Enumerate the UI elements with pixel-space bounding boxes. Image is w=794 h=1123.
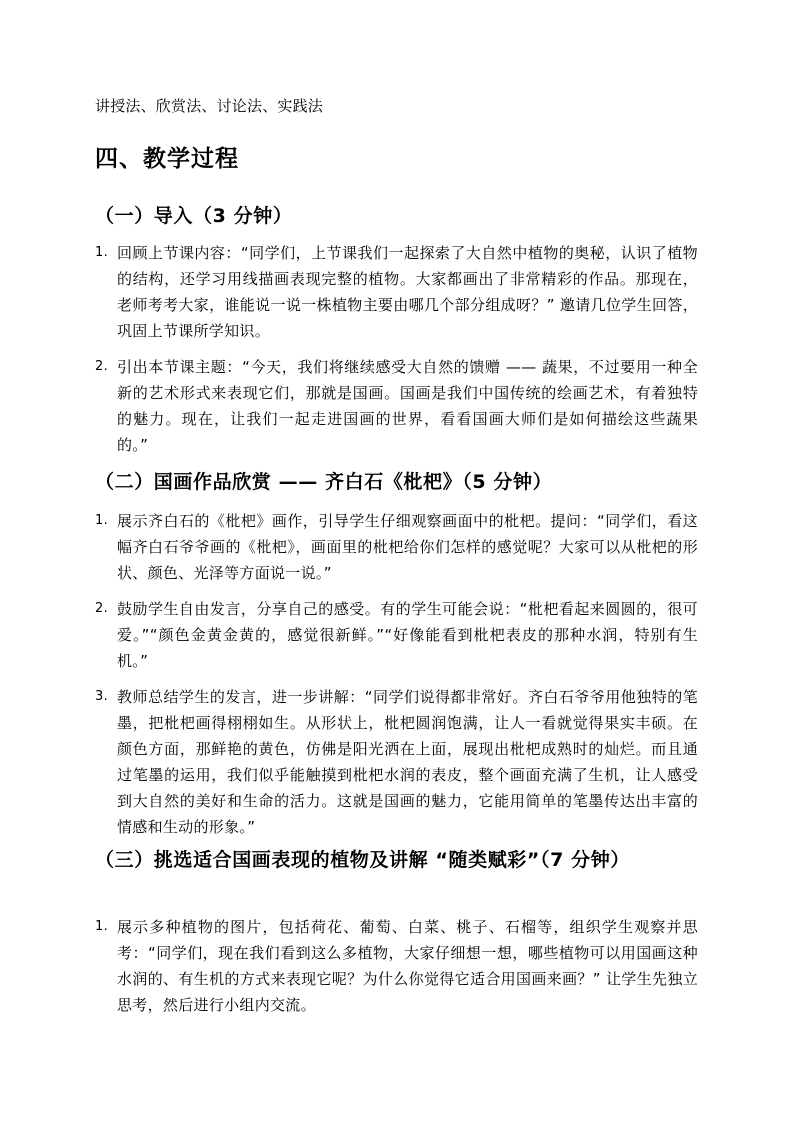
- list-item: [95, 354, 698, 458]
- list-item: [95, 508, 698, 586]
- list-item-text: 回顾上节课内容：“同学们，上节课我们一起探索了大自然中植物的奥秘，认识了植物的结构，还学习用线描画表现完整的植物。大家都画出了非常精彩的作品。那现在，老师考考大家，谁能说一说一株植物主要由哪几个部分组成呀？” 邀请几位学生回答，巩固上节课所学知识。: [117, 244, 698, 340]
- teaching-methods-line: 讲授法、欣赏法、讨论法、实践法: [95, 97, 324, 115]
- part-heading-plant-selection: （三）挑选适合国画表现的植物及讲解 “随类赋彩”（7 分钟）: [95, 849, 630, 871]
- list-item: [95, 596, 698, 674]
- part-heading-intro: （一）导入（3 分钟）: [95, 205, 293, 227]
- list-item-text: 教师总结学生的发言，进一步讲解：“同学们说得都非常好。齐白石爷爷用他独特的笔墨，把枇杷画得栩栩如生。从形状上，枇杷圆润饱满，让人一看就觉得果实丰硕。在颜色方面，那鲜艳的黄色，仿佛是阳光洒在上面，展现出枇杷成熟时的灿烂。而且通过笔墨的运用，我们似乎能触摸到枇杷水润的表皮，整个画面充满了生机，让人感受到大自然的美好和生命的活力。这就是国画的魅力，它能用简单的笔墨传达出丰富的情感和生动的形象。”: [117, 688, 698, 836]
- list-item-number: 1.: [95, 513, 109, 528]
- part-list-plant-selection: [95, 914, 698, 1028]
- part-heading-appreciation: （二）国画作品欣赏 —— 齐白石《枇杷》（5 分钟）: [95, 471, 553, 493]
- list-item-text: 鼓励学生自由发言，分享自己的感受。有的学生可能会说：“枇杷看起来圆圆的，很可爱。”“颜色金黄金黄的，感觉很新鲜。”“好像能看到枇杷表皮的那种水润，特别有生机。”: [117, 600, 698, 670]
- list-item: [95, 240, 698, 344]
- list-item: [95, 684, 698, 840]
- list-item-number: 2.: [95, 601, 109, 616]
- list-item-number: 1.: [95, 919, 109, 934]
- list-item: [95, 914, 698, 1018]
- part-list-intro: [95, 240, 698, 468]
- list-item-text: 引出本节课主题：“今天，我们将继续感受大自然的馈赠 —— 蔬果，不过要用一种全新的艺术形式来表现它们，那就是国画。国画是我们中国传统的绘画艺术，有着独特的魅力。现在，让我们一起走进国画的世界，看看国画大师们是如何描绘这些蔬果的。”: [117, 358, 698, 454]
- section-title: 四、教学过程: [95, 146, 239, 172]
- list-item-text: 展示多种植物的图片，包括荷花、葡萄、白菜、桃子、石榴等，组织学生观察并思考：“同学们，现在我们看到这么多植物，大家仔细想一想，哪些植物可以用国画这种水润的、有生机的方式来表现它呢？为什么你觉得它适合用国画来画？” 让学生先独立思考，然后进行小组内交流。: [117, 918, 698, 1014]
- part-list-appreciation: [95, 508, 698, 850]
- list-item-text: 展示齐白石的《枇杷》画作，引导学生仔细观察画面中的枇杷。提问：“同学们，看这幅齐白石爷爷画的《枇杷》，画面里的枇杷给你们怎样的感觉呢？大家可以从枇杷的形状、颜色、光泽等方面说一说。”: [117, 512, 698, 582]
- list-item-number: 3.: [95, 689, 109, 704]
- list-item-number: 1.: [95, 245, 109, 260]
- list-item-number: 2.: [95, 359, 109, 374]
